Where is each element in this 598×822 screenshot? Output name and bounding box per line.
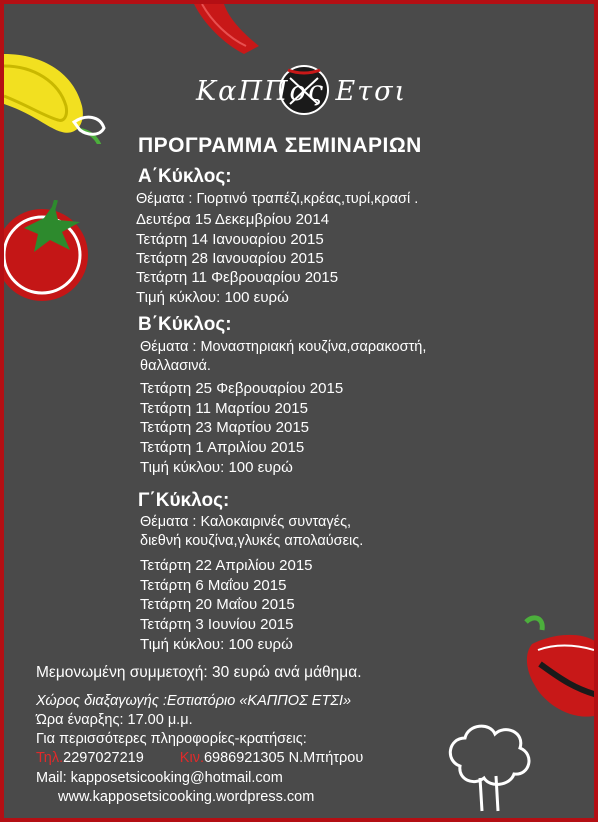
yellow-pepper-icon [4,44,114,144]
cycle-a-price: Τιμή κύκλου: 100 ευρώ [136,289,289,306]
cycle-c-date: Τετάρτη 22 Απριλίου 2015 [140,557,313,574]
cycle-c-topics: Θέματα : Καλοκαιρινές συνταγές, [140,514,352,530]
cycle-b-heading: Β΄Κύκλος: [138,314,232,335]
cycle-b-topics: Θέματα : Μοναστηριακή κουζίνα,σαρακοστή, [140,339,427,355]
info-label: Για περισσότερες πληροφορίες-κρατήσεις: [36,731,307,747]
cycle-b-date: Τετάρτη 25 Φεβρουαρίου 2015 [140,380,344,397]
cycle-a-date: Τετάρτη 28 Ιανουαρίου 2015 [136,250,324,267]
cycle-c-heading: Γ΄Κύκλος: [138,490,230,511]
mobile-number[interactable]: 6986921305 Ν.Μπήτρου [203,750,364,766]
cycle-b-date: Τετάρτη 11 Μαρτίου 2015 [140,400,308,417]
cycle-a-topics: Θέματα : Γιορτινό τραπέζι,κρέας,τυρί,κρασί . [136,191,419,207]
cycle-c-topics-2: διεθνή κουζίνα,γλυκές απολαύσεις. [140,533,364,549]
logo-text: ΚαΠΠος Ετσι [196,76,408,107]
cycle-b-date: Τετάρτη 23 Μαρτίου 2015 [140,419,310,436]
cycle-a-date: Τετάρτη 11 Φεβρουαρίου 2015 [136,269,339,286]
red-pepper-top-icon [184,4,264,64]
phone-label: Τηλ. [36,750,64,766]
website-link[interactable]: www.kapposetsicooking.wordpress.com [58,789,315,805]
red-pepper-right-icon [504,604,598,734]
logo [194,64,414,116]
email[interactable]: Mail: kapposetsicooking@hotmail.com [36,770,283,786]
tomato-icon [4,200,104,310]
cycle-c-date: Τετάρτη 6 Μαΐου 2015 [140,577,287,594]
single-participation: Μεμονωμένη συμμετοχή: 30 ευρώ ανά μάθημα. [36,664,362,681]
phone-number[interactable]: 2297027219 [63,750,144,766]
cycle-b-topics-2: θαλλασινά. [140,358,211,374]
cycle-a-date: Δευτέρα 15 Δεκεμβρίου 2014 [136,211,330,228]
cycle-a-date: Τετάρτη 14 Ιανουαρίου 2015 [136,231,324,248]
venue: Χώρος διαξαγωγής :Εστιατόριο «ΚΑΠΠΟΣ ΕΤΣΙ» [36,693,352,709]
cycle-c-date: Τετάρτη 3 Ιουνίου 2015 [140,616,294,633]
cycle-b-price: Τιμή κύκλου: 100 ευρώ [140,459,293,476]
cycle-b-date: Τετάρτη 1 Απριλίου 2015 [140,439,305,456]
phone-line [36,750,363,766]
cycle-c-date: Τετάρτη 20 Μαΐου 2015 [140,596,295,613]
cycle-c-price: Τιμή κύκλου: 100 ευρώ [140,636,293,653]
cycle-a-heading: Α΄Κύκλος: [138,166,232,187]
mobile-label: Κιν. [179,750,204,766]
cauliflower-icon [440,716,540,816]
start-time: Ώρα έναρξης: 17.00 μ.μ. [36,712,193,728]
page-title: ΠΡΟΓΡΑΜΜΑ ΣΕΜΙΝΑΡΙΩΝ [138,134,422,157]
